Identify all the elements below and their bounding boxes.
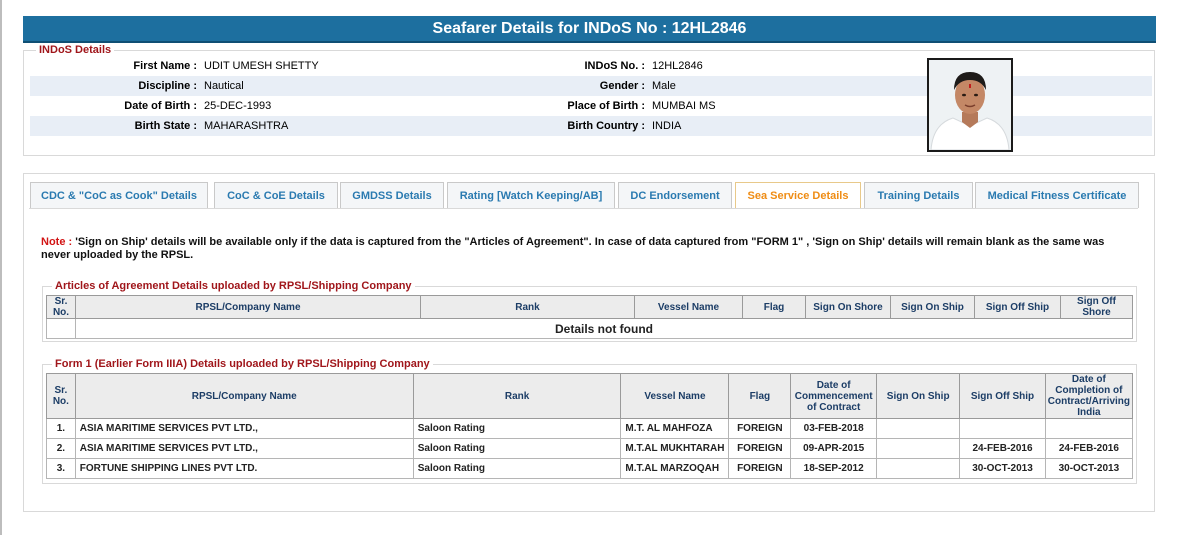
company-cell: ASIA MARITIME SERVICES PVT LTD., — [75, 439, 413, 459]
flag-cell: FOREIGN — [729, 439, 791, 459]
col-flag: Flag — [729, 374, 791, 419]
sign-on-ship-cell — [877, 439, 960, 459]
tab-coc-coe[interactable]: CoC & CoE Details — [214, 182, 338, 208]
col-rank: Rank — [421, 296, 635, 319]
tab-training[interactable]: Training Details — [864, 182, 973, 208]
tab-rating-watch-keeping[interactable]: Rating [Watch Keeping/AB] — [447, 182, 615, 208]
sr-no-cell: 2. — [47, 439, 76, 459]
vessel-cell: M.T.AL MUKHTARAH — [621, 439, 729, 459]
flag-cell: FOREIGN — [729, 459, 791, 479]
dob-value: 25-DEC-1993 — [204, 100, 272, 112]
indos-details-panel — [23, 44, 1155, 156]
col-rank: Rank — [413, 374, 621, 419]
place-of-birth-label: Place of Birth : — [567, 100, 645, 112]
table-row — [47, 439, 1133, 459]
tab-gmdss[interactable]: GMDSS Details — [340, 182, 444, 208]
commencement-cell: 18-SEP-2012 — [791, 459, 877, 479]
gender-value: Male — [652, 80, 676, 92]
form1-legend: Form 1 (Earlier Form IIIA) Details uploaded by RPSL/Shipping Company — [52, 358, 433, 370]
articles-legend: Articles of Agreement Details uploaded by RPSL/Shipping Company — [52, 280, 415, 292]
tab-sea-service[interactable]: Sea Service Details — [735, 182, 861, 208]
person-photo-icon — [929, 60, 1011, 150]
col-sign-off-ship: Sign Off Ship — [975, 296, 1061, 319]
indos-no-value: 12HL2846 — [652, 60, 703, 72]
articles-table — [46, 295, 1133, 339]
sign-off-ship-cell — [960, 419, 1046, 439]
col-sr-no: Sr. No. — [47, 296, 76, 319]
page-title: Seafarer Details for INDoS No : 12HL2846 — [23, 16, 1156, 43]
col-sr-no: Sr. No. — [47, 374, 76, 419]
vessel-cell: M.T. AL MAHFOZA — [621, 419, 729, 439]
commencement-cell: 03-FEB-2018 — [791, 419, 877, 439]
rank-cell: Saloon Rating — [413, 439, 621, 459]
discipline-value: Nautical — [204, 80, 244, 92]
completion-cell — [1045, 419, 1132, 439]
col-sign-off-ship: Sign Off Ship — [960, 374, 1046, 419]
tab-cdc-coc-cook[interactable]: CDC & "CoC as Cook" Details — [30, 182, 208, 208]
col-sign-on-shore: Sign On Shore — [806, 296, 891, 319]
sr-no-cell: 1. — [47, 419, 76, 439]
col-date-of-commencement: Date of Commencement of Contract — [791, 374, 877, 419]
birth-country-value: INDIA — [652, 120, 682, 132]
commencement-cell: 09-APR-2015 — [791, 439, 877, 459]
col-company-name: RPSL/Company Name — [76, 296, 421, 319]
birth-state-label: Birth State : — [134, 120, 197, 132]
rank-cell: Saloon Rating — [413, 459, 621, 479]
first-name-value: UDIT UMESH SHETTY — [204, 60, 319, 72]
table-row — [47, 419, 1133, 439]
flag-cell: FOREIGN — [729, 419, 791, 439]
discipline-label: Discipline : — [138, 80, 197, 92]
note-label: Note : — [41, 236, 73, 248]
articles-header-row — [47, 296, 1133, 319]
birth-country-label: Birth Country : — [567, 120, 645, 132]
sign-on-ship-cell — [877, 459, 960, 479]
tab-dc-endorsement[interactable]: DC Endorsement — [618, 182, 732, 208]
col-vessel-name: Vessel Name — [621, 374, 729, 419]
indos-no-label: INDoS No. : — [584, 60, 645, 72]
sign-on-ship-note — [41, 236, 1136, 262]
first-name-label: First Name : — [133, 60, 197, 72]
indos-details-legend: INDoS Details — [36, 44, 114, 56]
rank-cell: Saloon Rating — [413, 419, 621, 439]
col-vessel-name: Vessel Name — [635, 296, 743, 319]
articles-section — [42, 280, 1137, 342]
col-date-of-completion: Date of Completion of Contract/Arriving India — [1045, 374, 1132, 419]
sign-on-ship-cell — [877, 419, 960, 439]
sign-off-ship-cell: 30-OCT-2013 — [960, 459, 1046, 479]
completion-cell: 30-OCT-2013 — [1045, 459, 1132, 479]
gender-label: Gender : — [599, 80, 645, 92]
birth-state-value: MAHARASHTRA — [204, 120, 289, 132]
table-row — [47, 459, 1133, 479]
tab-divider — [29, 208, 1138, 209]
completion-cell: 24-FEB-2016 — [1045, 439, 1132, 459]
sign-off-ship-cell: 24-FEB-2016 — [960, 439, 1046, 459]
details-not-found-message: Details not found — [76, 319, 1133, 339]
place-of-birth-value: MUMBAI MS — [652, 100, 716, 112]
form1-section — [42, 358, 1137, 484]
articles-empty-row — [47, 319, 1133, 339]
company-cell: ASIA MARITIME SERVICES PVT LTD., — [75, 419, 413, 439]
col-flag: Flag — [743, 296, 806, 319]
col-sign-off-shore: Sign Off Shore — [1061, 296, 1133, 319]
dob-label: Date of Birth : — [124, 100, 197, 112]
col-sign-on-ship: Sign On Ship — [891, 296, 975, 319]
vessel-cell: M.T.AL MARZOQAH — [621, 459, 729, 479]
col-company-name: RPSL/Company Name — [75, 374, 413, 419]
sr-no-cell: 3. — [47, 459, 76, 479]
note-text: 'Sign on Ship' details will be available only if the data is captured from the "Articles of Agreement". In case of data captured from "FORM 1" , 'Sign on Ship' details will remain blank as the same was never uploaded by the RPSL. — [41, 236, 1105, 261]
col-sign-on-ship: Sign On Ship — [877, 374, 960, 419]
window-edge — [0, 0, 2, 535]
seafarer-photo — [927, 58, 1013, 152]
details-tabs-panel — [23, 173, 1155, 512]
tab-medical-fitness[interactable]: Medical Fitness Certificate — [975, 182, 1139, 208]
form1-header-row — [47, 374, 1133, 419]
form1-table — [46, 373, 1133, 479]
company-cell: FORTUNE SHIPPING LINES PVT LTD. — [75, 459, 413, 479]
